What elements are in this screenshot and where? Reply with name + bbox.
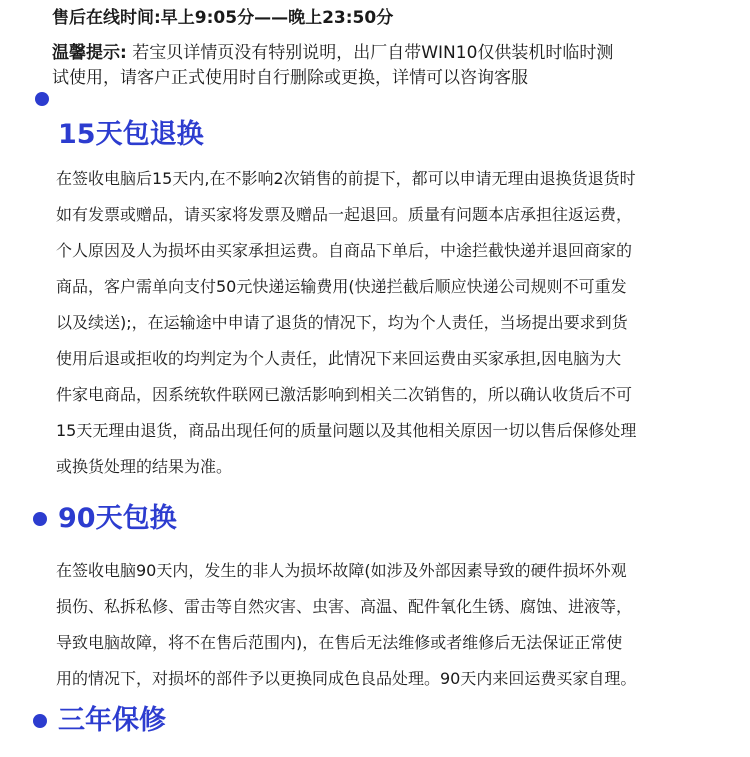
section-2-line: 用的情况下，对损坏的部件予以更换同成色良品处理。90天内来回运费买家自理。 (56, 669, 637, 688)
section-1-line: 如有发票或赠品，请买家将发票及赠品一起退回。质量有问题本店承担往返运费， (56, 205, 633, 224)
bullet-dot-icon (33, 714, 47, 728)
section-heading-90-day: 90天包换 (58, 503, 177, 534)
section-1-line: 或换货处理的结果为准。 (56, 457, 233, 476)
section-heading-3-year: 三年保修 (58, 705, 166, 736)
bullet-dot-icon (35, 92, 49, 106)
section-1-line: 件家电商品，因系统软件联网已激活影响到相关二次销售的，所以确认收货后不可 (56, 385, 633, 404)
section-heading-15-day: 15天包退换 (58, 119, 204, 150)
section-1-line: 个人原因及人为损坏由买家承担运费。自商品下单后，中途拦截快递并退回商家的 (56, 241, 633, 260)
section-1-line: 商品，客户需单向支付50元快递运输费用(快递拦截后顺应快递公司规则不可重发 (56, 277, 627, 296)
reminder-text-1: 若宝贝详情页没有特别说明，出厂自带WIN10仅供装机时临时测 (132, 43, 614, 63)
section-1-line: 15天无理由退货，商品出现任何的质量问题以及其他相关原因一切以售后保修处理 (56, 421, 637, 440)
section-1-line: 在签收电脑后15天内,在不影响2次销售的前提下，都可以申请无理由退换货退货时 (56, 169, 636, 188)
section-1-line: 以及续送);，在运输途中申请了退货的情况下，均为个人责任，当场提出要求到货 (56, 313, 628, 332)
section-2-line: 导致电脑故障，将不在售后范围内)，在售后无法维修或者维修后无法保证正常使 (56, 633, 623, 652)
section-1-line: 使用后退或拒收的均判定为个人责任，此情况下来回运费由买家承担,因电脑为大 (56, 349, 622, 368)
service-hours: 售后在线时间:早上9:05分——晚上23:50分 (52, 8, 394, 28)
section-2-line: 在签收电脑90天内，发生的非人为损坏故障(如涉及外部因素导致的硬件损坏外观 (56, 561, 627, 580)
section-2-line: 损伤、私拆私修、雷击等自然灾害、虫害、高温、配件氧化生锈、腐蚀、进液等， (56, 597, 633, 616)
bullet-dot-icon (33, 512, 47, 526)
reminder-line-1 (52, 41, 613, 65)
reminder-line-2: 试使用，请客户正式使用时自行删除或更换，详情可以咨询客服 (52, 68, 528, 88)
reminder-label: 温馨提示: (52, 43, 127, 63)
